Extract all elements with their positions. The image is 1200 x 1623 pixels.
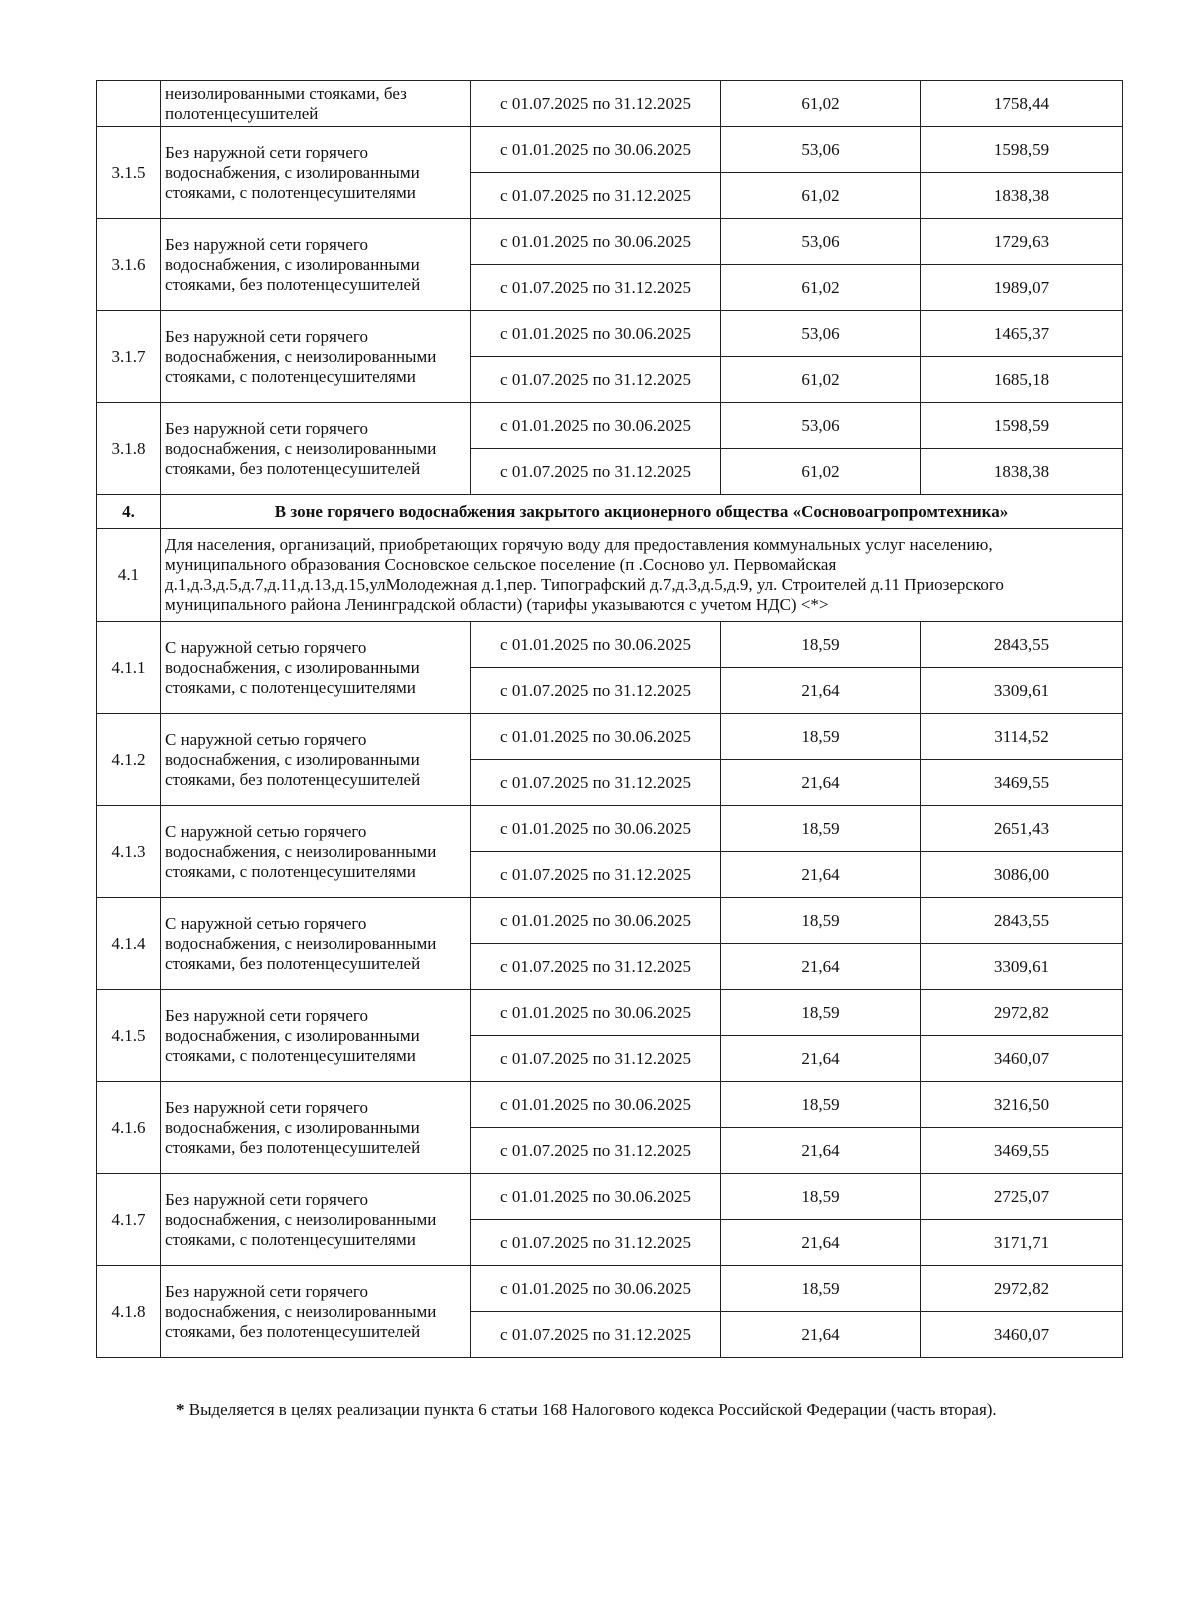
- table-row: [97, 1266, 1123, 1312]
- row-description: Без наружной сети горячего водоснабжения, с изолированными стояками, с полотенцесушителями: [161, 990, 471, 1082]
- row-period: с 01.01.2025 по 30.06.2025: [471, 898, 721, 944]
- table-row: [97, 898, 1123, 944]
- row-value-2: 2725,07: [921, 1174, 1123, 1220]
- footnote-marker: *: [176, 1400, 185, 1419]
- row-value-2: 2843,55: [921, 622, 1123, 668]
- row-period: с 01.01.2025 по 30.06.2025: [471, 1082, 721, 1128]
- row-description: С наружной сетью горячего водоснабжения, с неизолированными стояками, с полотенцесушителями: [161, 806, 471, 898]
- footnote: [96, 1398, 1116, 1422]
- row-value-1: 61,02: [721, 81, 921, 127]
- row-value-2: 3171,71: [921, 1220, 1123, 1266]
- row-period: с 01.07.2025 по 31.12.2025: [471, 1128, 721, 1174]
- row-value-1: 18,59: [721, 1266, 921, 1312]
- table-row: [97, 403, 1123, 449]
- row-value-2: 2972,82: [921, 1266, 1123, 1312]
- row-description: Без наружной сети горячего водоснабжения, с неизолированными стояками, с полотенцесушителями: [161, 1174, 471, 1266]
- row-value-2: 1729,63: [921, 219, 1123, 265]
- row-description: Без наружной сети горячего водоснабжения, с изолированными стояками, без полотенцесушителей: [161, 219, 471, 311]
- row-period: с 01.01.2025 по 30.06.2025: [471, 714, 721, 760]
- row-value-1: 53,06: [721, 311, 921, 357]
- row-period: с 01.07.2025 по 31.12.2025: [471, 1036, 721, 1082]
- row-value-2: 1838,38: [921, 173, 1123, 219]
- row-value-2: 3309,61: [921, 668, 1123, 714]
- row-value-1: 21,64: [721, 668, 921, 714]
- table-row: [97, 219, 1123, 265]
- row-period: с 01.07.2025 по 31.12.2025: [471, 357, 721, 403]
- table-row: [97, 714, 1123, 760]
- row-description: Без наружной сети горячего водоснабжения, с изолированными стояками, с полотенцесушителями: [161, 127, 471, 219]
- row-code: 4.1.3: [97, 806, 161, 898]
- row-code: 4.1.4: [97, 898, 161, 990]
- table-row: [97, 127, 1123, 173]
- row-description: С наружной сетью горячего водоснабжения, с неизолированными стояками, без полотенцесушителей: [161, 898, 471, 990]
- row-period: с 01.07.2025 по 31.12.2025: [471, 449, 721, 495]
- row-period: с 01.07.2025 по 31.12.2025: [471, 1312, 721, 1358]
- row-value-2: 3460,07: [921, 1036, 1123, 1082]
- row-period: с 01.07.2025 по 31.12.2025: [471, 944, 721, 990]
- row-value-1: 18,59: [721, 898, 921, 944]
- row-value-1: 21,64: [721, 1036, 921, 1082]
- row-value-2: 1685,18: [921, 357, 1123, 403]
- section-code: 4.: [97, 495, 161, 529]
- table-row: [97, 990, 1123, 1036]
- row-period: с 01.07.2025 по 31.12.2025: [471, 1220, 721, 1266]
- row-value-1: 61,02: [721, 357, 921, 403]
- row-value-1: 21,64: [721, 1220, 921, 1266]
- row-value-2: 1989,07: [921, 265, 1123, 311]
- row-period: с 01.07.2025 по 31.12.2025: [471, 852, 721, 898]
- row-description: Без наружной сети горячего водоснабжения, с неизолированными стояками, с полотенцесушителями: [161, 311, 471, 403]
- row-value-1: 61,02: [721, 265, 921, 311]
- row-period: с 01.07.2025 по 31.12.2025: [471, 668, 721, 714]
- row-value-1: 18,59: [721, 622, 921, 668]
- section-title: В зоне горячего водоснабжения закрытого акционерного общества «Сосновоагропромтехника»: [161, 495, 1123, 529]
- row-value-2: 3309,61: [921, 944, 1123, 990]
- row-period: с 01.01.2025 по 30.06.2025: [471, 403, 721, 449]
- row-period: с 01.07.2025 по 31.12.2025: [471, 81, 721, 127]
- row-value-1: 18,59: [721, 1174, 921, 1220]
- note-text: Для населения, организаций, приобретающих горячую воду для предоставления коммунальных услуг населению, муниципального образования Сосновское сельское поселение (п .Сосново ул. Первомайская д.1,д.3,д.5,д.7,д.11,д.13,д.15,улМолодежная д.1,пер. Типографский д.7,д.3,д.5,д.9, ул. Строителей д.11 Приозерского муниципального района Ленинградской области) (тарифы указываются с учетом НДС) <*>: [161, 529, 1123, 622]
- row-value-2: 3086,00: [921, 852, 1123, 898]
- row-description: Без наружной сети горячего водоснабжения, с неизолированными стояками, без полотенцесушителей: [161, 403, 471, 495]
- row-value-2: 1758,44: [921, 81, 1123, 127]
- note-code: 4.1: [97, 529, 161, 622]
- row-period: с 01.01.2025 по 30.06.2025: [471, 219, 721, 265]
- table-row: [97, 1174, 1123, 1220]
- row-value-1: 21,64: [721, 852, 921, 898]
- row-value-2: 1465,37: [921, 311, 1123, 357]
- row-value-1: 18,59: [721, 806, 921, 852]
- row-value-1: 61,02: [721, 449, 921, 495]
- row-period: с 01.07.2025 по 31.12.2025: [471, 760, 721, 806]
- row-code: 4.1.2: [97, 714, 161, 806]
- row-code: 3.1.8: [97, 403, 161, 495]
- table-row: [97, 81, 1123, 127]
- row-description: С наружной сетью горячего водоснабжения, с изолированными стояками, с полотенцесушителями: [161, 622, 471, 714]
- row-period: с 01.01.2025 по 30.06.2025: [471, 806, 721, 852]
- row-value-2: 1838,38: [921, 449, 1123, 495]
- tariff-table-body: [97, 81, 1123, 1358]
- row-value-2: 3469,55: [921, 1128, 1123, 1174]
- row-value-2: 2843,55: [921, 898, 1123, 944]
- row-value-1: 21,64: [721, 760, 921, 806]
- note-row: [97, 529, 1123, 622]
- section-row: [97, 495, 1123, 529]
- row-period: с 01.01.2025 по 30.06.2025: [471, 622, 721, 668]
- row-code: [97, 81, 161, 127]
- row-value-2: 2651,43: [921, 806, 1123, 852]
- row-code: 4.1.6: [97, 1082, 161, 1174]
- row-value-2: 2972,82: [921, 990, 1123, 1036]
- row-description: Без наружной сети горячего водоснабжения, с изолированными стояками, без полотенцесушителей: [161, 1082, 471, 1174]
- row-value-1: 21,64: [721, 944, 921, 990]
- row-value-2: 3469,55: [921, 760, 1123, 806]
- row-period: с 01.07.2025 по 31.12.2025: [471, 265, 721, 311]
- row-description: Без наружной сети горячего водоснабжения, с неизолированными стояками, без полотенцесушителей: [161, 1266, 471, 1358]
- table-row: [97, 311, 1123, 357]
- row-value-1: 21,64: [721, 1312, 921, 1358]
- footnote-text: Выделяется в целях реализации пункта 6 статьи 168 Налогового кодекса Российской Федерации (часть вторая).: [188, 1400, 997, 1419]
- row-value-2: 3460,07: [921, 1312, 1123, 1358]
- row-description: неизолированными стояками, без полотенцесушителей: [161, 81, 471, 127]
- row-period: с 01.01.2025 по 30.06.2025: [471, 311, 721, 357]
- row-code: 4.1.5: [97, 990, 161, 1082]
- row-period: с 01.01.2025 по 30.06.2025: [471, 1266, 721, 1312]
- tariff-table: [96, 80, 1123, 1358]
- row-description: С наружной сетью горячего водоснабжения, с изолированными стояками, без полотенцесушителей: [161, 714, 471, 806]
- row-code: 4.1.7: [97, 1174, 161, 1266]
- row-value-1: 61,02: [721, 173, 921, 219]
- table-row: [97, 622, 1123, 668]
- row-value-1: 18,59: [721, 714, 921, 760]
- row-period: с 01.01.2025 по 30.06.2025: [471, 127, 721, 173]
- row-value-1: 18,59: [721, 990, 921, 1036]
- row-code: 4.1.1: [97, 622, 161, 714]
- row-value-1: 53,06: [721, 127, 921, 173]
- row-value-2: 1598,59: [921, 127, 1123, 173]
- row-period: с 01.07.2025 по 31.12.2025: [471, 173, 721, 219]
- row-value-2: 3216,50: [921, 1082, 1123, 1128]
- row-value-1: 18,59: [721, 1082, 921, 1128]
- row-code: 3.1.6: [97, 219, 161, 311]
- row-period: с 01.01.2025 по 30.06.2025: [471, 990, 721, 1036]
- row-value-2: 3114,52: [921, 714, 1123, 760]
- table-row: [97, 806, 1123, 852]
- row-code: 4.1.8: [97, 1266, 161, 1358]
- row-period: с 01.01.2025 по 30.06.2025: [471, 1174, 721, 1220]
- row-value-1: 53,06: [721, 219, 921, 265]
- row-value-1: 53,06: [721, 403, 921, 449]
- row-value-2: 1598,59: [921, 403, 1123, 449]
- table-row: [97, 1082, 1123, 1128]
- row-value-1: 21,64: [721, 1128, 921, 1174]
- row-code: 3.1.5: [97, 127, 161, 219]
- row-code: 3.1.7: [97, 311, 161, 403]
